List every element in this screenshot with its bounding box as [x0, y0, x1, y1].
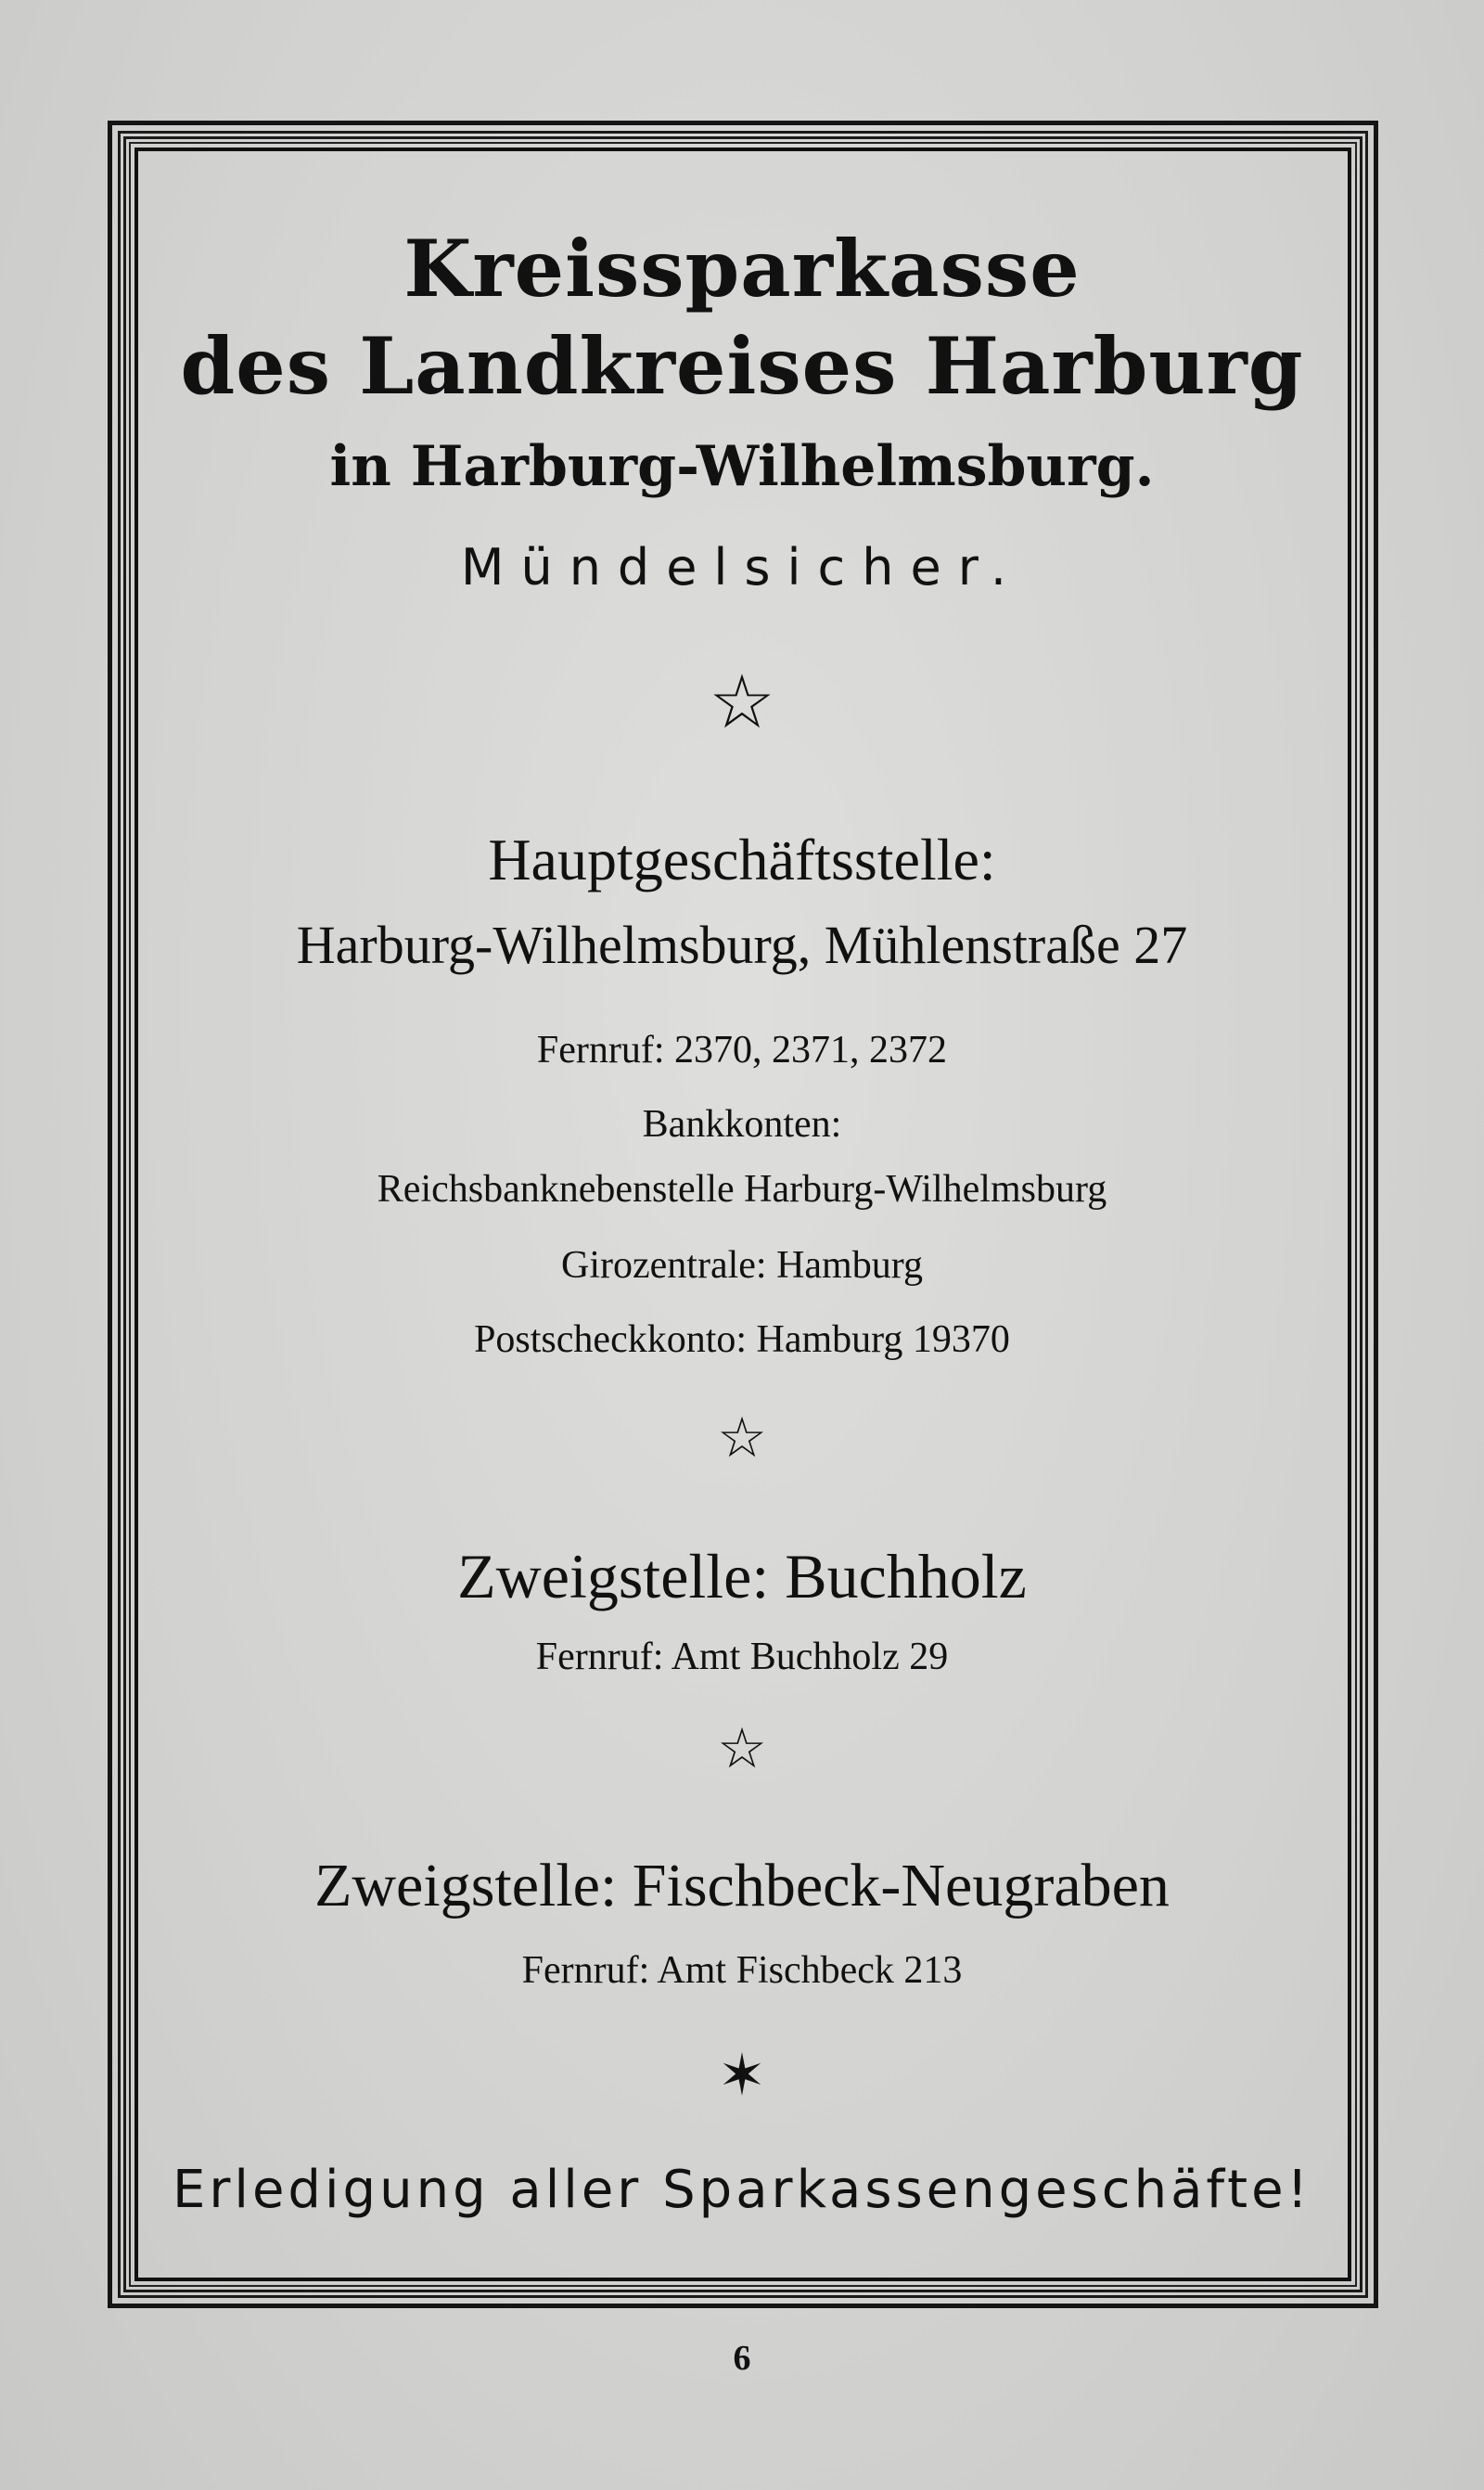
bank-account-reichsbank: Reichsbanknebenstelle Harburg-Wilhelmsburg [377, 1168, 1107, 1211]
bank-account-girozentrale: Girozentrale: Hamburg [561, 1244, 923, 1287]
main-office-phone: Fernruf: 2370, 2371, 2372 [536, 1029, 948, 1072]
bank-accounts-heading: Bankkonten: [642, 1103, 842, 1146]
title-line-3: in Harburg-Wilhelmsburg. [329, 434, 1155, 499]
star-ornament-icon: ☆ [717, 1716, 767, 1781]
main-office-heading: Hauptgeschäftsstelle: [488, 827, 996, 892]
star-ornament-icon: ☆ [717, 1405, 767, 1470]
solid-star-ornament-icon: ✶ [718, 2041, 766, 2109]
star-ornament-icon: ☆ [709, 659, 775, 745]
title-line-2: des Landkreises Harburg [180, 320, 1304, 412]
branch-buchholz-heading: Zweigstelle: Buchholz [457, 1541, 1027, 1611]
main-office-address: Harburg-Wilhelmsburg, Mühlenstraße 27 [296, 915, 1188, 975]
closing-slogan: Erledigung aller Sparkassengeschäfte! [173, 2160, 1311, 2220]
branch-fischbeck-phone: Fernruf: Amt Fischbeck 213 [521, 1949, 963, 1992]
branch-buchholz-phone: Fernruf: Amt Buchholz 29 [535, 1636, 949, 1678]
bank-account-postscheck: Postscheckkonto: Hamburg 19370 [474, 1318, 1010, 1361]
branch-fischbeck-heading: Zweigstelle: Fischbeck-Neugraben [314, 1852, 1170, 1919]
tagline: Mündelsicher. [460, 538, 1024, 597]
title-line-1: Kreissparkasse [403, 223, 1081, 314]
page-number: 6 [733, 2339, 751, 2378]
